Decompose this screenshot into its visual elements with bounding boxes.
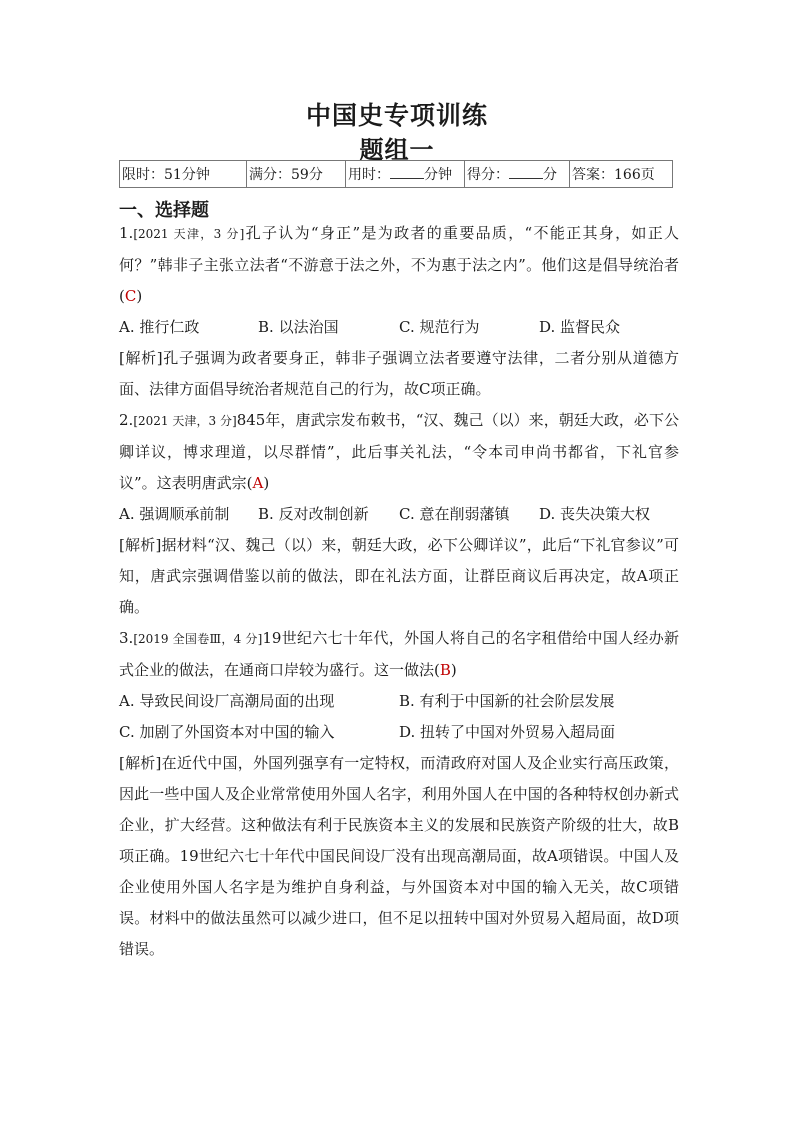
info-table — [119, 160, 673, 188]
question-source: [2021 天津，3 分] — [133, 227, 245, 241]
question-text: 孔子认为“身正”是为政者的重要品质，“不能正其身，如正人何？”韩非子主张立法者“不游意于法之外，不为惠于法之内”。他们这是倡导统治者( — [119, 224, 679, 305]
question-source: [2021 天津，3 分] — [133, 414, 237, 428]
answer-letter: B — [439, 661, 451, 679]
stem-end: ) — [450, 661, 457, 679]
options-row — [119, 312, 679, 343]
question-number: 1. — [119, 224, 134, 242]
question-number: 3. — [119, 629, 134, 647]
time-limit-cell: 限时：51分钟 — [120, 161, 247, 188]
option-a: A. 强调顺承前制 — [119, 505, 230, 523]
option-c: C. 规范行为 — [399, 318, 480, 336]
question-stem — [119, 405, 679, 499]
score-unit: 分 — [543, 167, 557, 183]
option-d: D. 扭转了中国对外贸易入超局面 — [399, 723, 616, 741]
question-stem — [119, 218, 679, 312]
option-a: A. 推行仁政 — [119, 318, 200, 336]
question-text: 845年，唐武宗发布敕书，“汉、魏己（以）来，朝廷大政，必下公卿详议，博求理道，以尽群情”，此后事关礼法，“令本司申尚书都省，下礼官参议”。这表明唐武宗( — [119, 411, 679, 492]
stem-end: ) — [263, 474, 270, 492]
section-title: 一、选择题 — [119, 200, 209, 221]
options-row — [119, 717, 679, 748]
options-row — [119, 686, 679, 717]
question-text: 19世纪六七十年代，外国人将自己的名字租借给中国人经办新式企业的做法，在通商口岸较为盛行。这一做法( — [119, 629, 679, 679]
options-row — [119, 499, 679, 530]
answer-letter: C — [124, 287, 137, 305]
full-score-cell: 满分：59分 — [247, 161, 346, 188]
option-c: C. 加剧了外国资本对中国的输入 — [119, 723, 335, 741]
page-subtitle: 题组一 — [359, 136, 435, 164]
option-d: D. 监督民众 — [539, 318, 621, 336]
answer-page-cell: 答案：166页 — [570, 161, 673, 188]
option-d: D. 丧失决策大权 — [539, 505, 651, 523]
question-source: [2019 全国卷Ⅲ，4 分] — [133, 632, 263, 646]
option-a: A. 导致民间设厂高潮局面的出现 — [119, 692, 335, 710]
score-blank — [509, 165, 543, 179]
analysis-text: [解析]孔子强调为政者要身正，韩非子强调立法者要遵守法律，二者分别从道德方面、法律方面倡导统治者规范自己的行为，故C项正确。 — [119, 349, 679, 398]
time-used-blank — [390, 165, 424, 179]
analysis-text: [解析]在近代中国，外国列强享有一定特权，而清政府对国人及企业实行高压政策，因此一些中国人及企业常常使用外国人名字，利用外国人在中国的各种特权创办新式企业，扩大经营。这种做法有利于民族资本主义的发展和民族资产阶级的壮大，故B项正确。19世纪六七十年代中国民间设厂没有出现高潮局面，故A项错误。中国人及企业使用外国人名字是为维护自身利益，与外国资本对中国的输入无关，故C项错误。材料中的做法虽然可以减少进口，但不足以扭转中国对外贸易入超局面，故D项错误。 — [119, 754, 679, 958]
option-b: B. 以法治国 — [258, 318, 339, 336]
page-title: 中国史专项训练 — [305, 101, 488, 130]
time-used-unit: 分钟 — [424, 167, 452, 183]
question-list — [119, 218, 679, 965]
time-used-cell — [346, 161, 465, 188]
analysis-text: [解析]据材料“汉、魏己（以）来，朝廷大政，必下公卿详议”，此后“下礼官参议”可知，唐武宗强调借鉴以前的做法，即在礼法方面，让群臣商议后再决定，故A项正确。 — [119, 536, 679, 616]
time-used-label: 用时： — [348, 167, 390, 183]
score-cell — [465, 161, 570, 188]
stem-end: ) — [136, 287, 143, 305]
answer-letter: A — [252, 474, 264, 492]
question-number: 2. — [119, 411, 134, 429]
option-b: B. 反对改制创新 — [258, 505, 369, 523]
option-b: B. 有利于中国新的社会阶层发展 — [399, 692, 615, 710]
score-label: 得分： — [467, 167, 509, 183]
option-c: C. 意在削弱藩镇 — [399, 505, 510, 523]
question-stem — [119, 623, 679, 686]
